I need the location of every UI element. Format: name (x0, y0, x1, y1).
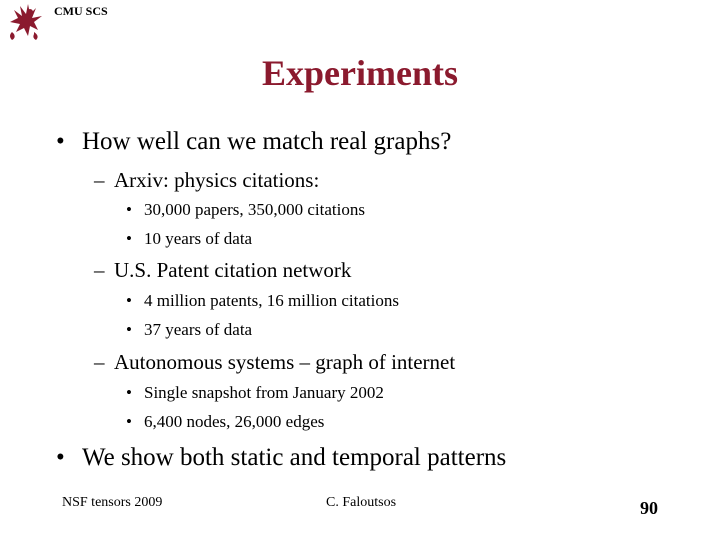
bullet-text: 37 years of data (144, 320, 253, 339)
bullet-mark: • (56, 128, 65, 155)
bullet-text: 30,000 papers, 350,000 citations (144, 200, 365, 219)
bullet-mark: • (126, 320, 132, 339)
sub-sub-bullet-item (126, 291, 399, 311)
bullet-text: U.S. Patent citation network (114, 258, 352, 282)
sub-sub-bullet-item (126, 320, 252, 340)
bullet-text: How well can we match real graphs? (82, 128, 452, 155)
sub-bullet-item (94, 168, 319, 193)
bullet-text: Arxiv: physics citations: (114, 168, 320, 192)
dash-mark: – (94, 350, 105, 374)
page-number: 90 (640, 498, 658, 518)
bullet-mark: • (126, 229, 132, 248)
sub-sub-bullet-item (126, 383, 384, 403)
dash-mark: – (94, 258, 105, 282)
footer-author: C. Faloutsos (326, 495, 397, 510)
bullet-mark: • (126, 291, 132, 310)
slide-title: Experiments (262, 53, 458, 93)
griffin-logo-icon (4, 2, 48, 42)
sub-sub-bullet-item (126, 229, 252, 249)
sub-bullet-item (94, 350, 455, 375)
sub-sub-bullet-item (126, 200, 365, 220)
sub-sub-bullet-item (126, 412, 324, 432)
bullet-mark: • (56, 444, 65, 471)
sub-bullet-item (94, 258, 351, 283)
bullet-text: Single snapshot from January 2002 (144, 383, 384, 402)
bullet-text: 4 million patents, 16 million citations (144, 291, 399, 310)
bullet-text: 6,400 nodes, 26,000 edges (144, 412, 325, 431)
bullet-text: We show both static and temporal patterns (82, 444, 507, 471)
bullet-item (56, 128, 451, 156)
bullet-mark: • (126, 412, 132, 431)
bullet-item (56, 444, 506, 472)
org-label: CMU SCS (54, 4, 108, 18)
bullet-mark: • (126, 200, 132, 219)
bullet-text: Autonomous systems – graph of internet (114, 350, 456, 374)
dash-mark: – (94, 168, 105, 192)
bullet-mark: • (126, 383, 132, 402)
footer-event: NSF tensors 2009 (62, 495, 163, 510)
bullet-text: 10 years of data (144, 229, 253, 248)
